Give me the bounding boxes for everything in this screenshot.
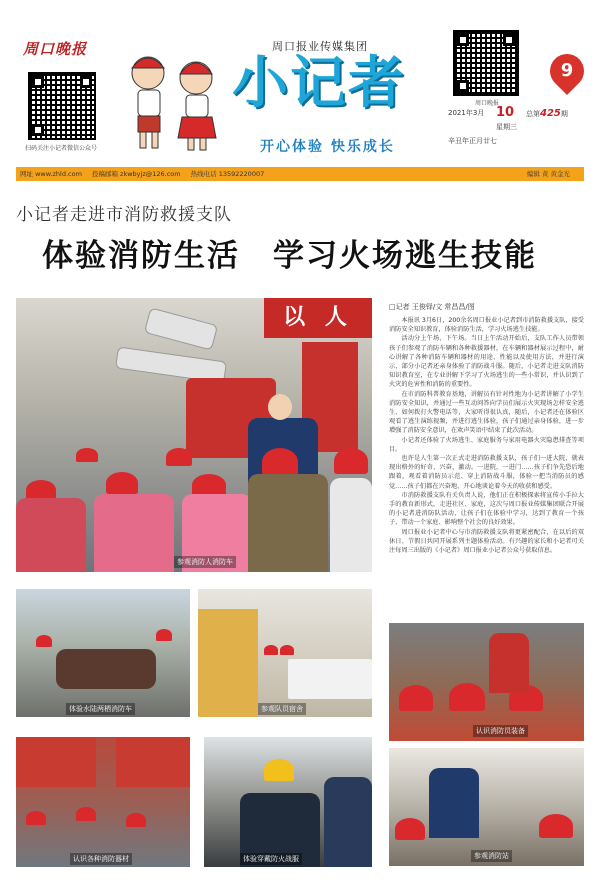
- website-text: 网址 www.zhld.com: [20, 170, 82, 178]
- qr-code-left: [28, 72, 96, 140]
- editor-text: 编辑 黄 黄金光: [526, 170, 570, 178]
- building-sign: 以 人: [264, 298, 372, 338]
- photo-amphibious-vehicle: [16, 589, 190, 717]
- article-paragraph: 周口报业小记者中心与市消防救援支队将更紧密配合，在以后的双休日、节假日共同开展系列主题体验活动。有兴趣的家长和小记者可关注每周三出版的《小记者》周口报业小记者公众号获取信息。: [389, 528, 584, 555]
- photo-fire-station: [389, 748, 584, 866]
- issue-weekday: 星期三: [496, 123, 517, 131]
- photo-equipment-truck: [16, 737, 190, 867]
- article-paragraph: 在市消防科普教育基地，讲解员有针对性地为小记者讲解了小学生消防安全知识，并通过一些互动问答向学员们展示火灾现场怎样安全逃生、如何拨打火警电话等，大家听得很认真，随后，小记者还在体验区观看了逃生演练视频，并进行逃生体验，孩子们通过亲身体验，进一步增强了消防安全意识，在欢声笑语中结束了此次活动。: [389, 390, 584, 435]
- photo-caption: 参观消防站: [471, 850, 512, 862]
- photo-equipment: [389, 623, 584, 741]
- photo-caption: 体验穿戴防火战服: [240, 853, 302, 865]
- qr-right-caption: 周口晚报: [474, 100, 499, 107]
- brand-title: 小记者: [232, 51, 406, 116]
- small-newspaper-logo: 周口晚报: [23, 40, 88, 58]
- email-text: 投稿邮箱 zkwbyjz@126.com: [91, 170, 181, 178]
- article-paragraph: 也许是人生第一次正式走进消防救援支队，孩子们一进大院，就表现出格外的好奇、兴奋、激动。一进院，一进门……孩子们争先恐后地跟着，观看着消防员示范、穿上消防战斗服，体验一把当消防员的感觉……孩子们都在兴奋地、开心地谈论着今天的收获和感受。: [389, 455, 584, 490]
- article-body: [389, 316, 584, 618]
- photo-caption: 体验水陆两栖消防车: [66, 703, 135, 715]
- article-paragraph: 活动分上午场、下午场。当日上午活动开始后，支队工作人员带领孩子们参观了消防车辆和各种救援器材，在车辆和器材展示过程中，耐心讲解了各种消防车辆和器材的用途、性能以及使用方法，并进行演示，部分小记者还亲身体验了消防战斗服。随后，小记者走进支队消防知识教育室，在专业讲解下学习了火场逃生的一些小常识，并认识到了火灾的危害性和消防的重要性。: [389, 335, 584, 389]
- photo-fire-suit: [204, 737, 372, 867]
- masthead: [0, 0, 600, 166]
- photo-dormitory: [198, 589, 372, 717]
- article-paragraph: 市消防救援支队有关负责人说，他们正在积极探索将宣传小手拉大手的教育新形式，走进社区、家庭，这次与周口报业传媒集团联合开展的小记者进消防队活动，让孩子们在体验中学习，达到了教育一个孩子、带动一个家庭、影响整个社会的良好效果。: [389, 491, 584, 527]
- qr-code-right: [453, 30, 519, 96]
- publisher-group-name: 周口报业传媒集团: [272, 40, 368, 53]
- page-number-badge: [550, 54, 584, 96]
- issue-date: 2021年3月: [448, 109, 485, 117]
- page-number: 9: [560, 60, 574, 81]
- article-byline: □记者 王俊铎/文 常昌昌/图: [389, 303, 475, 311]
- article-headline: 体验消防生活 学习火场逃生技能: [42, 238, 537, 274]
- issue-total: 总第425期: [526, 108, 568, 119]
- qr-left-caption: 扫码关注小记者微信公众号: [24, 145, 97, 152]
- main-photo: [16, 298, 372, 572]
- article-kicker: 小记者走进市消防救援支队: [16, 205, 232, 225]
- photo-caption: 认识消防员装备: [473, 725, 528, 737]
- photo-caption: 参观队员宿舍: [258, 703, 306, 715]
- hotline-text: 热线电话 13592220007: [190, 170, 265, 178]
- cartoon-kids-illustration: [118, 48, 228, 158]
- photo-caption: 认识各种消防器材: [70, 853, 132, 865]
- article-paragraph: 小记者还体验了火场逃生、家庭服务与家用电器火灾隐患排查等项目。: [389, 436, 584, 453]
- issue-lunar-date: 辛丑年正月廿七: [448, 137, 497, 145]
- brand-slogan: 开心体验 快乐成长: [260, 139, 395, 155]
- main-photo-caption: 参观消防人消防车: [174, 556, 236, 568]
- info-bar: [16, 167, 584, 181]
- issue-day: 10: [496, 105, 515, 120]
- article-paragraph: 本报讯 3月6日，200余名周口报业小记者到市消防救援支队，接受消防安全知识教育，体验消防生活，学习火场逃生技能。: [389, 317, 584, 334]
